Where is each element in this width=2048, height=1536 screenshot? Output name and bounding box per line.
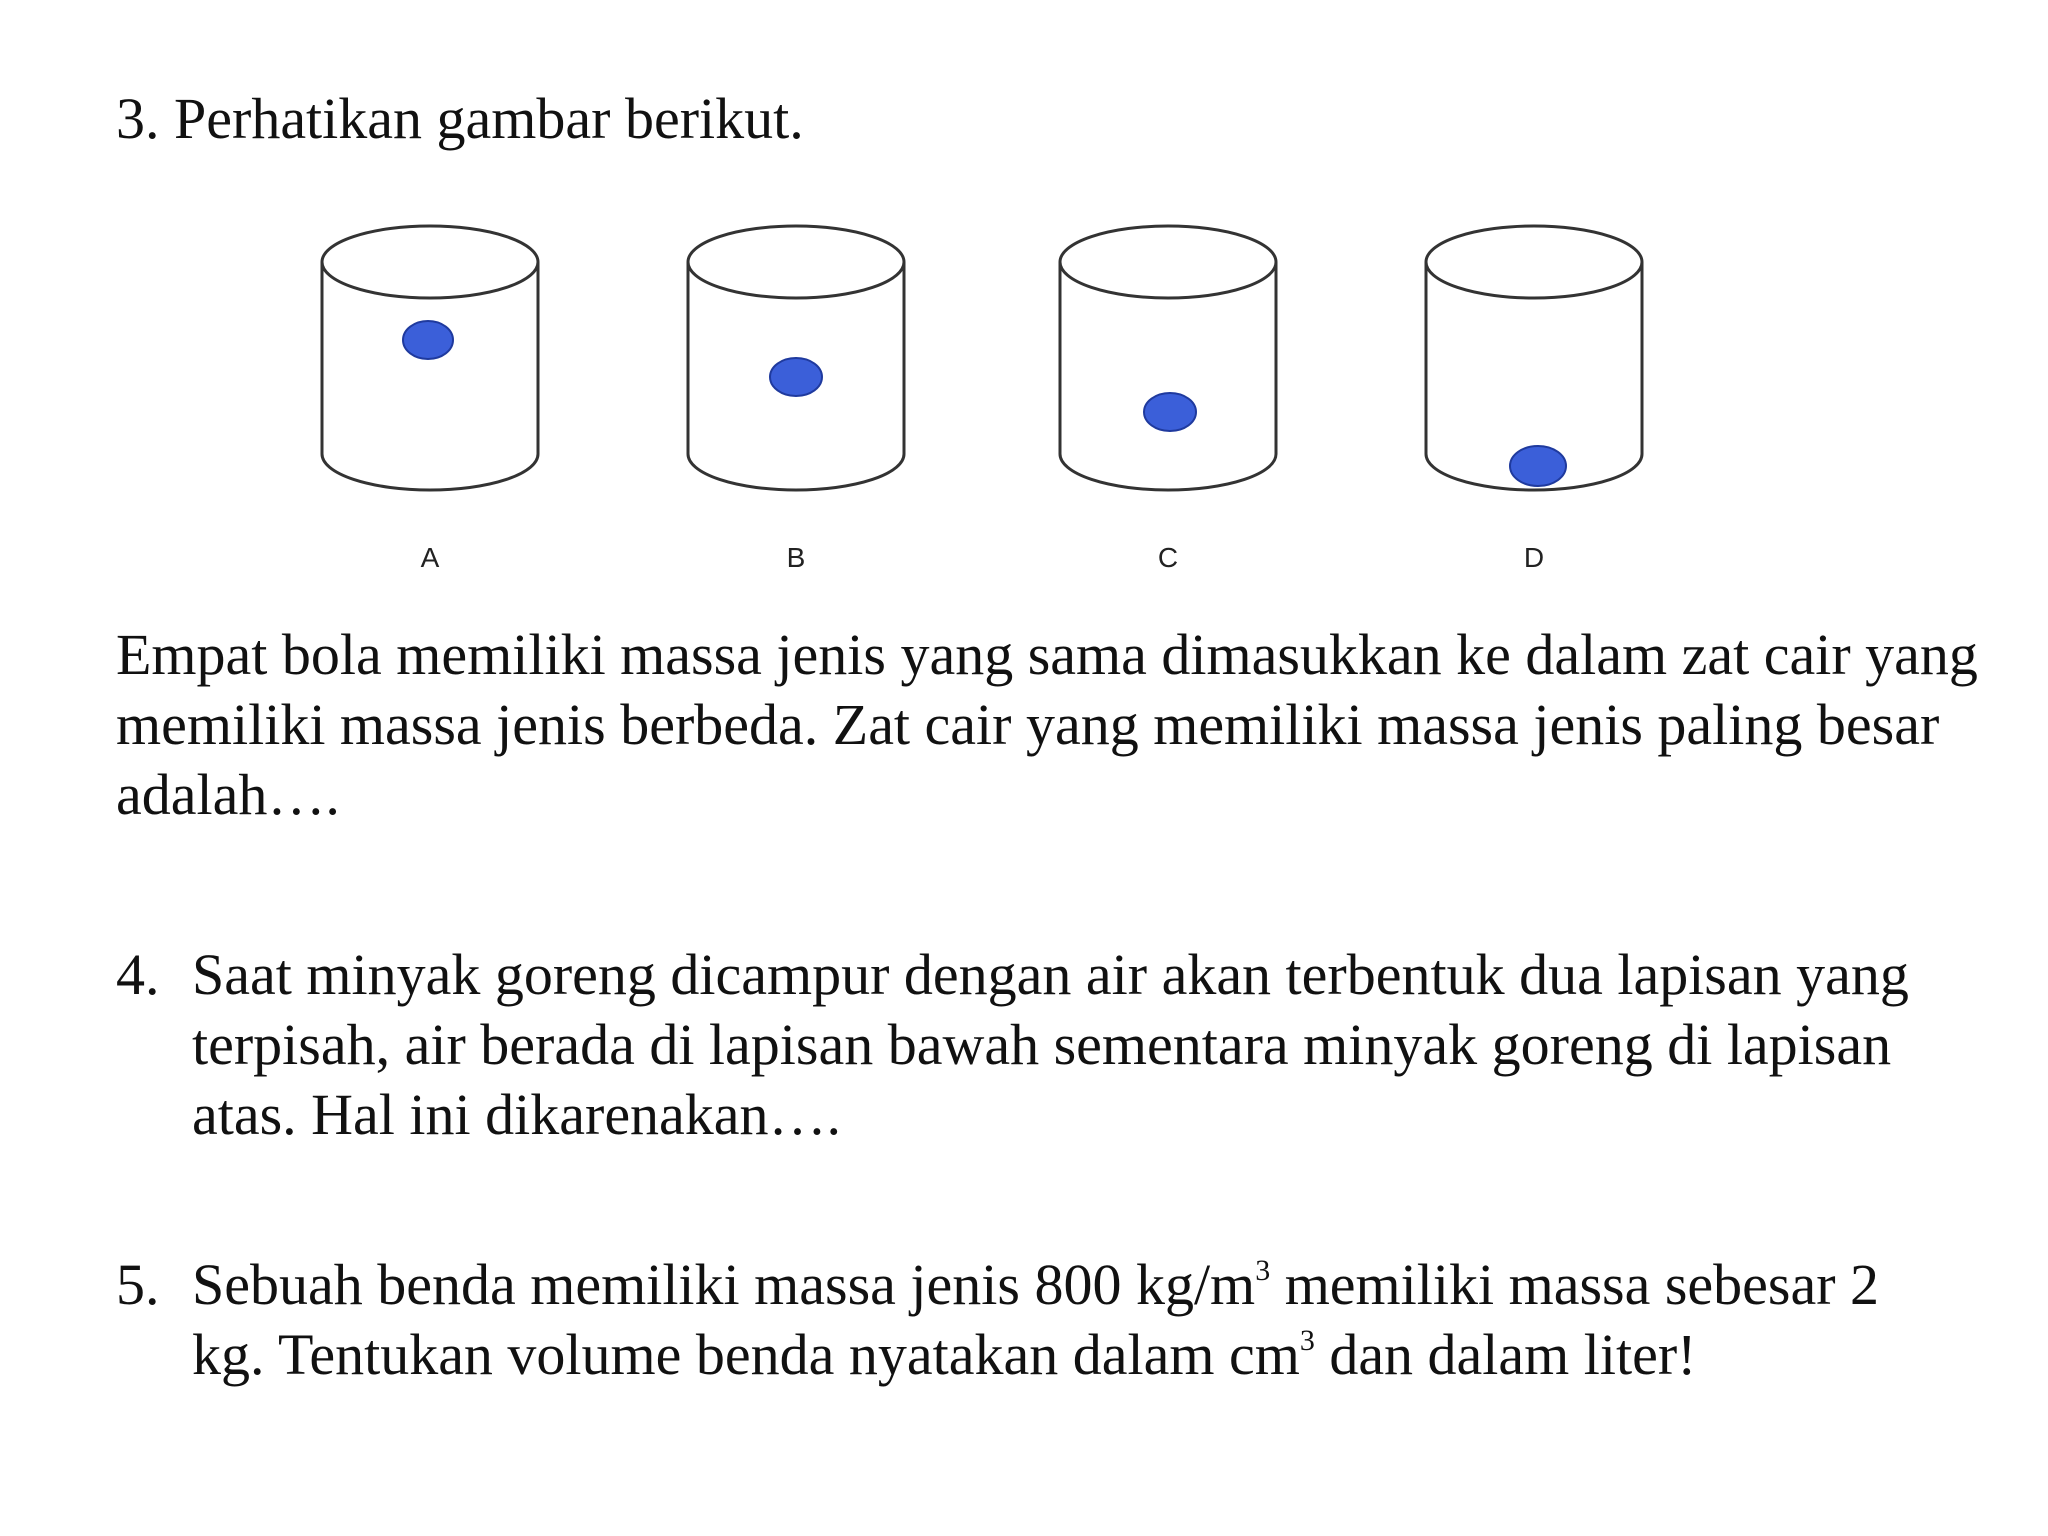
question-5-part3: dan dalam liter! [1314, 1322, 1697, 1387]
cylinder-c [1060, 226, 1276, 573]
question-3-heading: 3. Perhatikan gambar berikut. [116, 86, 804, 151]
ball-c [1144, 393, 1196, 431]
question-4-number: 4. [116, 942, 160, 1007]
question-4-text: Saat minyak goreng dicampur dengan air akan terbentuk dua lapisan yang terpisah, air berada di lapisan bawah sementara minyak goreng di lapisan atas. Hal ini dikarenakan…. [192, 942, 1909, 1147]
question-5-part2: memiliki massa sebesar 2 kg. Tentukan volume benda nyatakan dalam cm [192, 1252, 1880, 1387]
ball-d [1510, 446, 1566, 486]
ball-b [770, 358, 822, 396]
question-5 [116, 1250, 1936, 1390]
question-4 [116, 940, 1936, 1150]
label-a: A [420, 542, 440, 573]
ball-a [403, 321, 453, 359]
label-c: C [1157, 542, 1179, 573]
label-d: D [1523, 542, 1545, 573]
cylinders-svg [320, 212, 1670, 592]
question-5-text [192, 1250, 1936, 1390]
question-5-sup2: 3 [1299, 1324, 1315, 1357]
label-b: B [786, 542, 806, 573]
question-5-part1: Sebuah benda memiliki massa jenis 800 kg/m [192, 1252, 1256, 1317]
question-3-text: Empat bola memiliki massa jenis yang sama dimasukkan ke dalam zat cair yang memiliki massa jenis berbeda. Zat cair yang memiliki massa jenis paling besar adalah…. [116, 622, 1978, 827]
question-5-sup1: 3 [1255, 1254, 1271, 1287]
cylinder-a [322, 226, 538, 573]
question-5-number: 5. [116, 1252, 160, 1317]
cylinders-figure [320, 212, 1670, 592]
cylinder-d [1426, 226, 1642, 573]
cylinder-b [688, 226, 904, 573]
